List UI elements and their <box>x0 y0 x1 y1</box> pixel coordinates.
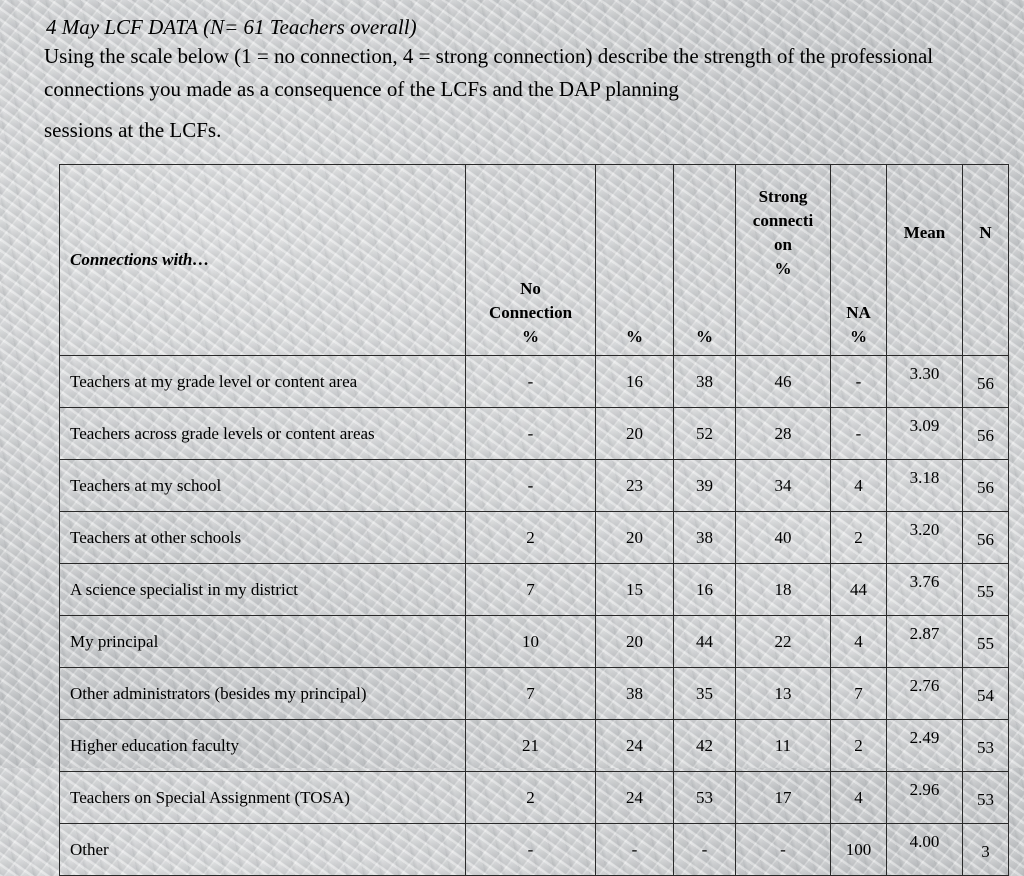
table-row <box>60 408 1009 460</box>
cell-percent-3: 16 <box>674 564 736 616</box>
row-label: Higher education faculty <box>60 720 466 772</box>
cell-percent-3: 38 <box>674 512 736 564</box>
table-row <box>60 720 1009 772</box>
cell-no-connection: - <box>466 408 596 460</box>
row-label: Other administrators (besides my principal) <box>60 668 466 720</box>
table-header-row <box>60 165 1009 356</box>
cell-strong: 22 <box>736 616 831 668</box>
cell-mean: 3.09 <box>887 408 963 460</box>
cell-strong: - <box>736 824 831 876</box>
cell-no-connection: - <box>466 824 596 876</box>
cell-mean: 2.49 <box>887 720 963 772</box>
cell-strong: 40 <box>736 512 831 564</box>
header-strong-connection: Strong connecti on % <box>736 165 831 356</box>
table-row <box>60 356 1009 408</box>
header-na: NA % <box>831 165 887 356</box>
cell-percent-2: - <box>596 824 674 876</box>
cell-percent-2: 24 <box>596 720 674 772</box>
cell-mean: 2.96 <box>887 772 963 824</box>
cell-n: 56 <box>963 460 1009 512</box>
cell-percent-3: 35 <box>674 668 736 720</box>
cell-percent-3: 53 <box>674 772 736 824</box>
cell-strong: 28 <box>736 408 831 460</box>
cell-na: 4 <box>831 616 887 668</box>
cell-percent-3: - <box>674 824 736 876</box>
cell-strong: 34 <box>736 460 831 512</box>
row-label: Teachers at other schools <box>60 512 466 564</box>
table-row <box>60 564 1009 616</box>
table-row <box>60 460 1009 512</box>
cell-no-connection: 21 <box>466 720 596 772</box>
cell-no-connection: 10 <box>466 616 596 668</box>
cell-no-connection: - <box>466 356 596 408</box>
cell-na: 7 <box>831 668 887 720</box>
cell-n: 54 <box>963 668 1009 720</box>
row-label: Teachers across grade levels or content areas <box>60 408 466 460</box>
cell-no-connection: 2 <box>466 772 596 824</box>
header-n: N <box>963 165 1009 356</box>
cell-strong: 13 <box>736 668 831 720</box>
cell-na: 2 <box>831 512 887 564</box>
cell-percent-2: 20 <box>596 512 674 564</box>
header-no-connection: No Connection % <box>466 165 596 356</box>
cell-n: 56 <box>963 356 1009 408</box>
row-label: Other <box>60 824 466 876</box>
cell-strong: 18 <box>736 564 831 616</box>
cell-no-connection: - <box>466 460 596 512</box>
header-percent-2: % <box>596 165 674 356</box>
cell-na: 2 <box>831 720 887 772</box>
row-label: A science specialist in my district <box>60 564 466 616</box>
cell-mean: 3.18 <box>887 460 963 512</box>
cell-na: - <box>831 356 887 408</box>
cell-n: 53 <box>963 772 1009 824</box>
header-connections-with: Connections with… <box>60 165 466 356</box>
connections-table <box>59 164 1009 876</box>
cell-n: 3 <box>963 824 1009 876</box>
cell-percent-2: 24 <box>596 772 674 824</box>
cell-percent-3: 42 <box>674 720 736 772</box>
cell-percent-2: 20 <box>596 408 674 460</box>
cell-na: 100 <box>831 824 887 876</box>
slide-description <box>44 40 994 147</box>
table-row <box>60 512 1009 564</box>
cell-percent-3: 44 <box>674 616 736 668</box>
cell-strong: 11 <box>736 720 831 772</box>
row-label: Teachers at my grade level or content area <box>60 356 466 408</box>
cell-percent-3: 39 <box>674 460 736 512</box>
cell-percent-2: 23 <box>596 460 674 512</box>
row-label: My principal <box>60 616 466 668</box>
description-line-1: Using the scale below (1 = no connection, 4 = strong connection) describe the strength of the professional connections you made as a consequence of the LCFs and the DAP planning <box>44 44 934 101</box>
slide-heading <box>44 14 1004 147</box>
cell-mean: 4.00 <box>887 824 963 876</box>
cell-mean: 3.20 <box>887 512 963 564</box>
row-label: Teachers on Special Assignment (TOSA) <box>60 772 466 824</box>
cell-strong: 17 <box>736 772 831 824</box>
slide-title: 4 May LCF DATA (N= 61 Teachers overall) <box>46 15 417 39</box>
cell-mean: 3.76 <box>887 564 963 616</box>
table-row <box>60 824 1009 876</box>
header-mean: Mean <box>887 165 963 356</box>
cell-percent-2: 20 <box>596 616 674 668</box>
table-row <box>60 668 1009 720</box>
cell-na: 4 <box>831 772 887 824</box>
cell-n: 56 <box>963 408 1009 460</box>
cell-no-connection: 2 <box>466 512 596 564</box>
header-percent-3: % <box>674 165 736 356</box>
cell-no-connection: 7 <box>466 668 596 720</box>
cell-percent-2: 15 <box>596 564 674 616</box>
cell-no-connection: 7 <box>466 564 596 616</box>
cell-mean: 2.76 <box>887 668 963 720</box>
cell-percent-3: 52 <box>674 408 736 460</box>
description-line-2: sessions at the LCFs. <box>44 118 222 142</box>
cell-na: 4 <box>831 460 887 512</box>
cell-strong: 46 <box>736 356 831 408</box>
cell-n: 55 <box>963 616 1009 668</box>
cell-mean: 2.87 <box>887 616 963 668</box>
cell-na: - <box>831 408 887 460</box>
cell-n: 53 <box>963 720 1009 772</box>
row-label: Teachers at my school <box>60 460 466 512</box>
cell-n: 56 <box>963 512 1009 564</box>
cell-percent-3: 38 <box>674 356 736 408</box>
cell-na: 44 <box>831 564 887 616</box>
table-row <box>60 772 1009 824</box>
cell-n: 55 <box>963 564 1009 616</box>
cell-percent-2: 38 <box>596 668 674 720</box>
table-row <box>60 616 1009 668</box>
cell-percent-2: 16 <box>596 356 674 408</box>
cell-mean: 3.30 <box>887 356 963 408</box>
